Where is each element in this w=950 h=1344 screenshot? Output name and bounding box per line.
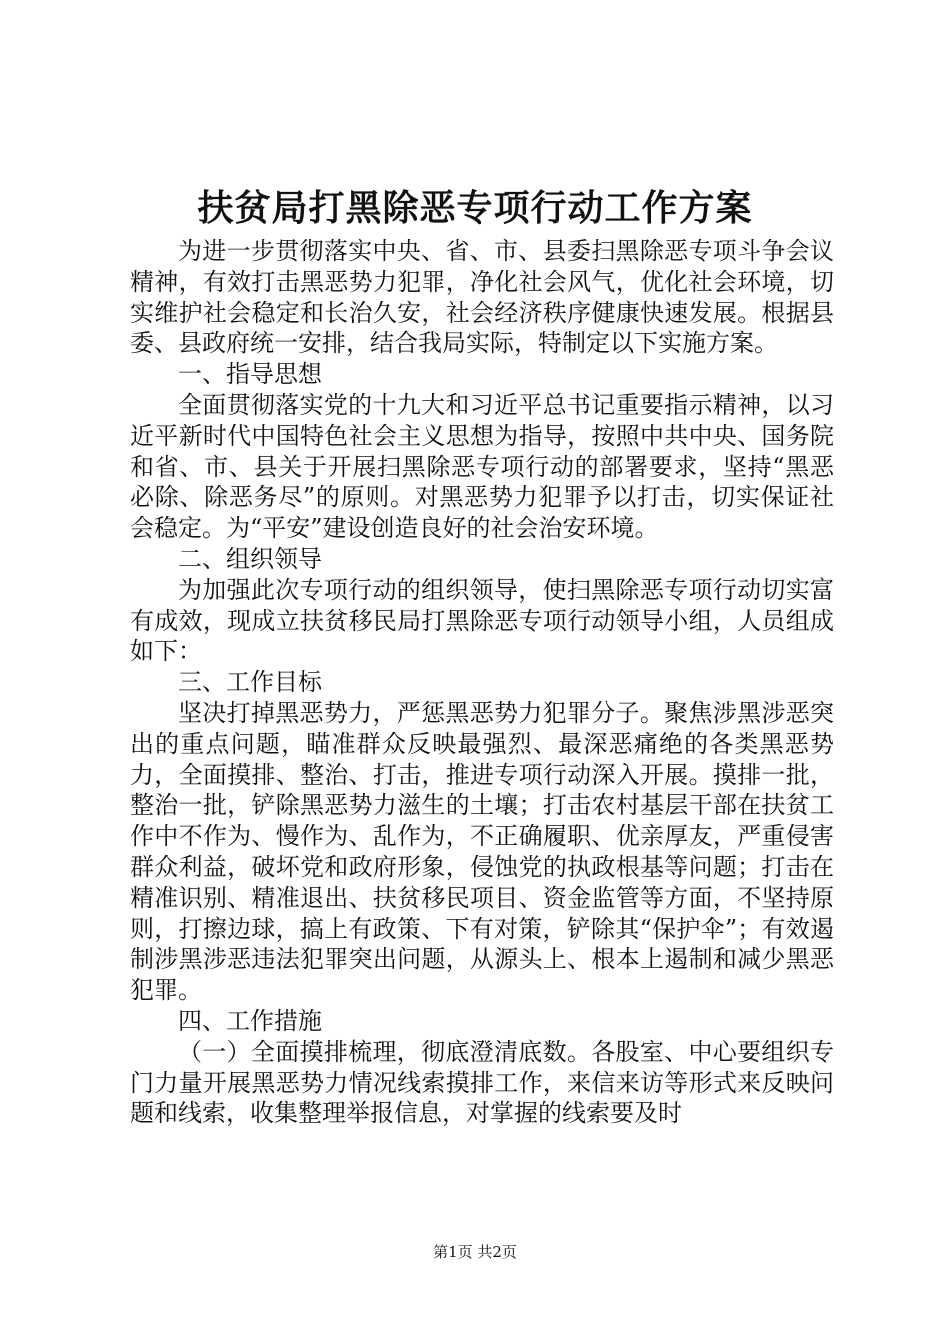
- section-heading-measures: 四、工作措施: [178, 1006, 322, 1035]
- page-footer: 第1页 共2页: [433, 1243, 517, 1261]
- section-heading-organization: 二、组织领导: [178, 544, 322, 573]
- document-title: 扶贫局打黑除恶专项行动工作方案: [197, 187, 753, 229]
- section-paragraph-goals: 坚决打掉黑恶势力，严惩黑恶势力犯罪分子。聚焦涉黑涉恶突出的重点问题，瞄准群众反映最强烈、最深恶痛绝的各类黑恶势力，全面摸排、整治、打击，推进专项行动深入开展。摸排一批，整治一批，铲除黑恶势力滋生的土壤；打击农村基层干部在扶贫工作中不作为、慢作为、乱作为，不正确履职、优亲厚友，严重侵害群众利益，破坏党和政府形象，侵蚀党的执政根基等问题；打击在精准识别、精准退出、扶贫移民项目、资金监管等方面，不坚持原则，打擦边球，搞上有政策、下有对策，铲除其“保护伞”；有效遏制涉黑涉恶违法犯罪突出问题，从源头上、根本上遏制和减少黑恶犯罪。: [130, 698, 834, 1005]
- section-paragraph-measures: （一）全面摸排梳理，彻底澄清底数。各股室、中心要组织专门力量开展黑恶势力情况线索摸排工作，来信来访等形式来反映问题和线索，收集整理举报信息，对掌握的线索要及时: [130, 1037, 834, 1128]
- section-paragraph-organization: 为加强此次专项行动的组织领导，使扫黑除恶专项行动切实富有成效，现成立扶贫移民局打黑除恶专项行动领导小组，人员组成如下：: [130, 575, 834, 666]
- section-heading-goals: 三、工作目标: [178, 668, 322, 697]
- section-heading-guiding-ideology: 一、指导思想: [178, 360, 322, 389]
- document-body: [130, 236, 834, 1129]
- intro-paragraph: 为进一步贯彻落实中央、省、市、县委扫黑除恶专项斗争会议精神，有效打击黑恶势力犯罪，净化社会风气，优化社会环境，切实维护社会稳定和长治久安，社会经济秩序健康快速发展。根据县委、县政府统一安排，结合我局实际，特制定以下实施方案。: [130, 237, 834, 358]
- section-paragraph-guiding-ideology: 全面贯彻落实党的十九大和习近平总书记重要指示精神，以习近平新时代中国特色社会主义思想为指导，按照中共中央、国务院和省、市、县关于开展扫黑除恶专项行动的部署要求，坚持“黑恶必除、除恶务尽”的原则。对黑恶势力犯罪予以打击，切实保证社会稳定。为“平安”建设创造良好的社会治安环境。: [130, 390, 834, 543]
